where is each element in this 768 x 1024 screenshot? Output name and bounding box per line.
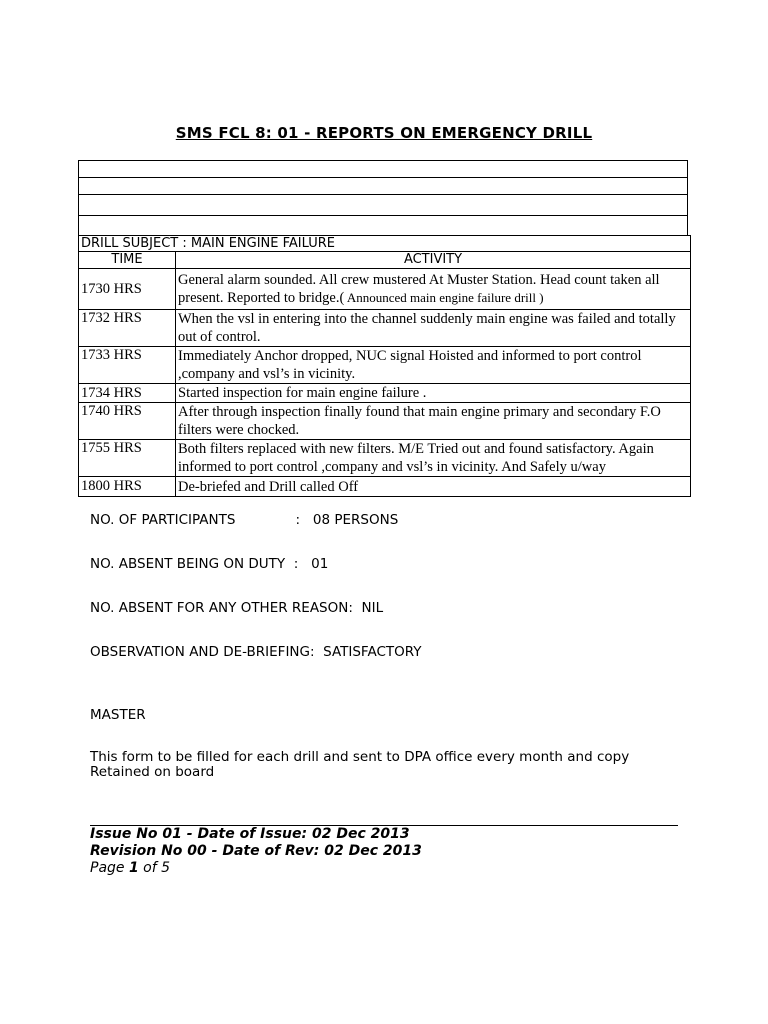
drill-subject: DRILL SUBJECT : MAIN ENGINE FAILURE (79, 236, 691, 252)
activity-cell (176, 269, 691, 310)
document-title: SMS FCL 8: 01 - REPORTS ON EMERGENCY DRILL (175, 124, 593, 142)
activity-cell: Immediately Anchor dropped, NUC signal Hoisted and informed to port control ,company and vsl’s in vicinity. (176, 347, 691, 384)
activity-header: ACTIVITY (176, 252, 691, 269)
master-signature-label: MASTER (90, 707, 146, 723)
issue-line: Issue No 01 - Date of Issue: 02 Dec 2013 (90, 826, 410, 842)
blank-row-1 (78, 160, 688, 178)
revision-line: Revision No 00 - Date of Rev: 02 Dec 2013 (90, 843, 422, 859)
page-prefix: Page (90, 860, 129, 876)
time-cell: 1733 HRS (79, 347, 176, 384)
table-row (79, 347, 691, 384)
drill-subject-row (79, 236, 691, 252)
activity-cell: After through inspection finally found that main engine primary and secondary F.O filters were chocked. (176, 403, 691, 440)
page-current: 1 (128, 860, 139, 876)
table-row (79, 310, 691, 347)
table-row (79, 269, 691, 310)
time-cell: 1800 HRS (79, 477, 176, 497)
activity-cell: When the vsl in entering into the channel suddenly main engine was failed and totally out of control. (176, 310, 691, 347)
table-row (79, 477, 691, 497)
activity-cell: De-briefed and Drill called Off (176, 477, 691, 497)
drill-table (78, 235, 691, 497)
time-cell: 1730 HRS (79, 269, 176, 310)
blank-row-2 (78, 177, 688, 195)
time-cell: 1740 HRS (79, 403, 176, 440)
participants-field: NO. OF PARTICIPANTS : 08 PERSONS (90, 512, 399, 528)
table-header-row (79, 252, 691, 269)
time-cell: 1732 HRS (79, 310, 176, 347)
blank-row-3 (78, 194, 688, 216)
instruction-note: This form to be filled for each drill and sent to DPA office every month and copy Retained on board (90, 749, 630, 780)
activity-cell: Started inspection for main engine failure . (176, 384, 691, 403)
time-header: TIME (79, 252, 176, 269)
table-row (79, 440, 691, 477)
activity-text: General alarm sounded. All crew mustered At Muster Station. Head count taken all present. Reported to bridge.( (178, 272, 660, 306)
table-row (79, 384, 691, 403)
time-cell: 1734 HRS (79, 384, 176, 403)
blank-row-4 (78, 215, 688, 236)
time-cell: 1755 HRS (79, 440, 176, 477)
absent-other-reason-field: NO. ABSENT FOR ANY OTHER REASON: NIL (90, 600, 384, 616)
page-number (90, 860, 170, 876)
absent-on-duty-field: NO. ABSENT BEING ON DUTY : 01 (90, 556, 329, 572)
table-row (79, 403, 691, 440)
page-suffix: of 5 (138, 860, 171, 876)
activity-cell: Both filters replaced with new filters. M/E Tried out and found satisfactory. Again informed to port control ,company and vsl’s in vicinity. And Safely u/way (176, 440, 691, 477)
activity-note: Announced main engine failure drill ) (344, 290, 544, 305)
observation-field: OBSERVATION AND DE-BRIEFING: SATISFACTORY (90, 644, 422, 660)
